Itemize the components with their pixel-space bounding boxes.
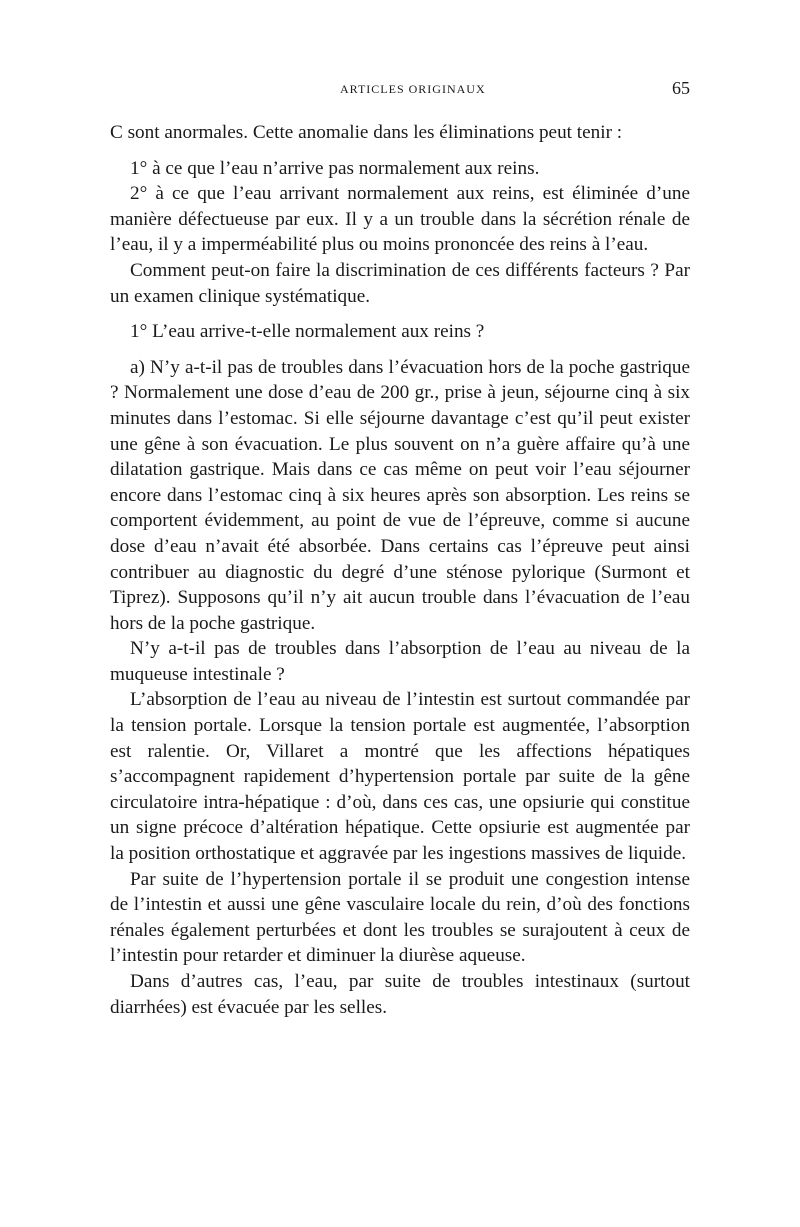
paragraph-continuation: C sont anormales. Cette anomalie dans les éliminations peut tenir : [110,122,623,143]
running-head [110,78,690,102]
section-heading: 1° L’eau arrive-t-elle normalement aux reins ? [130,321,485,343]
body-text [110,120,690,1020]
paragraph-portal-tension: L’absorption de l’eau au niveau de l’intestin est surtout commandée par la tension portale. Lorsque la tension portale est augmentée, l’absorption est ralentie. Or, Villaret a montré que les affections hépatiques s’accompagnent rapidement d’hypertension portale par suite de la gêne circulatoire intra-hépatique : d’où, dans ces cas, une opsiurie qui constitue un signe précoce d’altération hépatique. Cette opsiurie est augmentée par la position orthostatique et aggravée par les ingestions massives de liquide. [110,689,690,865]
running-title: ARTICLES ORIGINAUX [340,82,486,96]
paragraph-point-1: 1° à ce que l’eau n’arrive pas normalement aux reins. [130,157,540,179]
page-number: 65 [672,78,690,98]
page [110,78,690,1020]
paragraph-point-2: 2° à ce que l’eau arrivant normalement aux reins, est éliminée d’une manière défectueuse par eux. Il y a un trouble dans la sécrétion rénale de l’eau, il y a imperméabilité plus ou moins prononcée des reins à l’eau. [110,183,690,256]
paragraph-congestion: Par suite de l’hypertension portale il se produit une congestion intense de l’intestin et aussi une gêne vasculaire locale du rein, d’où des fonctions rénales également perturbées et dont les troubles se surajoutent à ceux de l’intestin pour retarder et diminuer la diurèse aqueuse. [110,868,690,967]
paragraph-gastric: a) N’y a-t-il pas de troubles dans l’évacuation hors de la poche gastrique ? Normalement une dose d’eau de 200 gr., prise à jeun, séjourne cinq à six minutes dans l’estomac. Si elle séjourne davantage c’est qu’il peut exister une gêne à son évacuation. Le plus souvent on n’a guère affaire qu’à une dilatation gastrique. Mais dans ce cas même on peut voir l’eau séjourner encore dans l’estomac cinq à six heures après son absorption. Les reins se comportent évidemment, au point de vue de l’épreuve, comme si aucune dose d’eau n’avait été absorbée. Dans certains cas l’épreuve peut ainsi contribuer au diagnostic du degré d’une sténose pylorique (Surmont et Tiprez). Supposons qu’il n’y ait aucun trouble dans l’évacuation de l’eau hors de la poche gastrique. [110,356,690,634]
paragraph-other-cases: Dans d’autres cas, l’eau, par suite de troubles intestinaux (surtout diarrhées) est évacuée par les selles. [110,971,690,1018]
paragraph-question: Comment peut-on faire la discrimination de ces différents facteurs ? Par un examen clinique systématique. [110,259,690,307]
paragraph-absorption-question: N’y a-t-il pas de troubles dans l’absorption de l’eau au niveau de la muqueuse intestinale ? [110,638,690,685]
